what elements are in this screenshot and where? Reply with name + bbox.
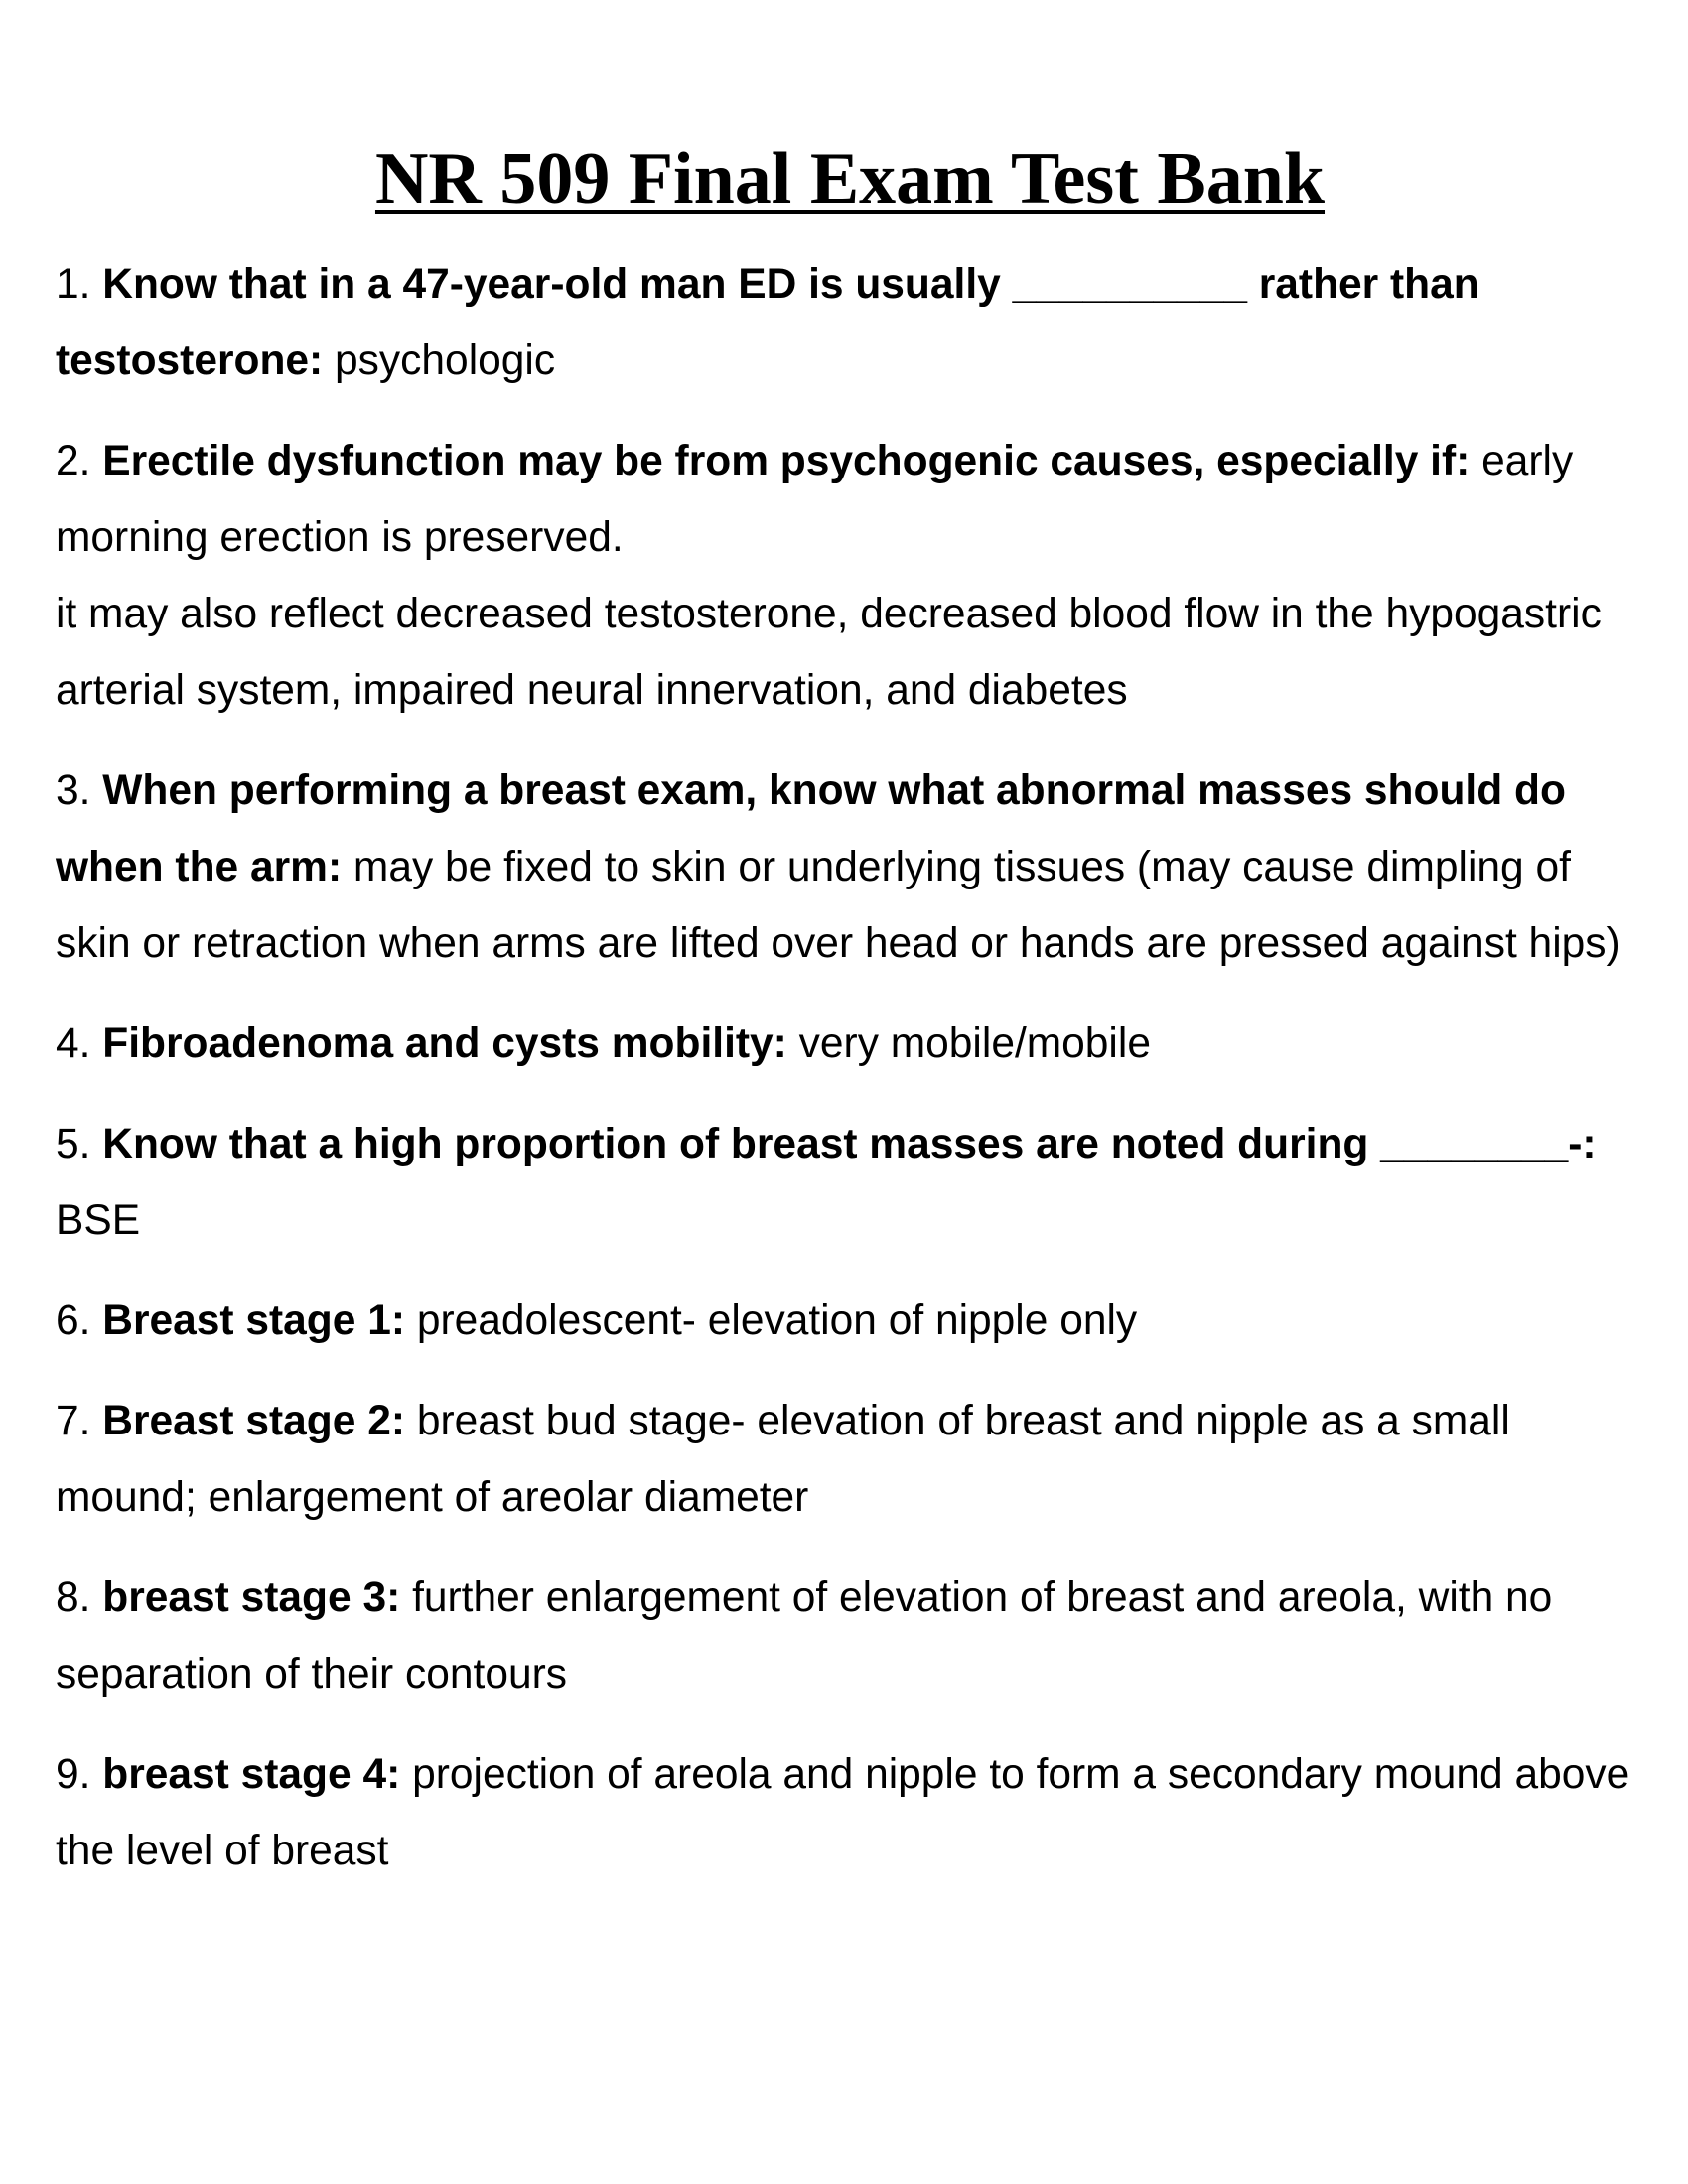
question-answer: psychologic [335,338,556,384]
question-answer: further enlargement of elevation of breast and areola, with no separation of their contours [56,1574,1553,1698]
question-prompt: Erectile dysfunction may be from psychogenic causes, especially if: [102,438,1471,484]
question-answer: projection of areola and nipple to form a secondary mound above the level of breast [56,1751,1630,1874]
question-item [56,423,1644,729]
question-number: 1. [56,261,91,308]
question-number: 6. [56,1297,91,1344]
question-number: 5. [56,1121,91,1167]
question-number: 4. [56,1021,91,1067]
question-prompt: Know that in a 47-year-old man ED is usually __________ rather than testosterone: [56,261,1479,384]
question-item [56,1383,1644,1536]
question-item [56,246,1644,399]
question-prompt: When performing a breast exam, know what abnormal masses should do when the arm: [56,767,1566,890]
question-answer: preadolescent- elevation of nipple only [416,1297,1138,1344]
question-item [56,1560,1644,1712]
question-answer: early morning erection is preserved. [56,438,1574,561]
question-prompt: breast stage 3: [102,1574,401,1621]
question-answer: very mobile/mobile [798,1021,1151,1067]
question-prompt: Know that a high proportion of breast masses are noted during ________-: [102,1121,1597,1167]
question-number: 7. [56,1398,91,1444]
question-item [56,1106,1644,1259]
document-page [56,137,1644,1913]
question-prompt: Breast stage 1: [102,1297,405,1344]
document-title: NR 509 Final Exam Test Bank [374,138,1326,219]
question-answer: may be fixed to skin or underlying tissues (may cause dimpling of skin or retraction when arms are lifted over head or hands are pressed against hips) [56,844,1620,967]
question-item [56,1283,1644,1359]
question-item [56,1006,1644,1082]
question-answer: breast bud stage- elevation of breast and nipple as a small mound; enlargement of areolar diameter [56,1398,1510,1521]
question-number: 2. [56,438,91,484]
question-item [56,752,1644,982]
question-extra-note: it may also reflect decreased testosterone, decreased blood flow in the hypogastric arterial system, impaired neural innervation, and diabetes [56,591,1602,714]
question-prompt: Breast stage 2: [102,1398,405,1444]
question-number: 8. [56,1574,91,1621]
question-number: 3. [56,767,91,814]
question-answer: BSE [56,1197,141,1244]
question-item [56,1736,1644,1889]
question-number: 9. [56,1751,91,1798]
question-prompt: breast stage 4: [102,1751,401,1798]
question-prompt: Fibroadenoma and cysts mobility: [102,1021,787,1067]
